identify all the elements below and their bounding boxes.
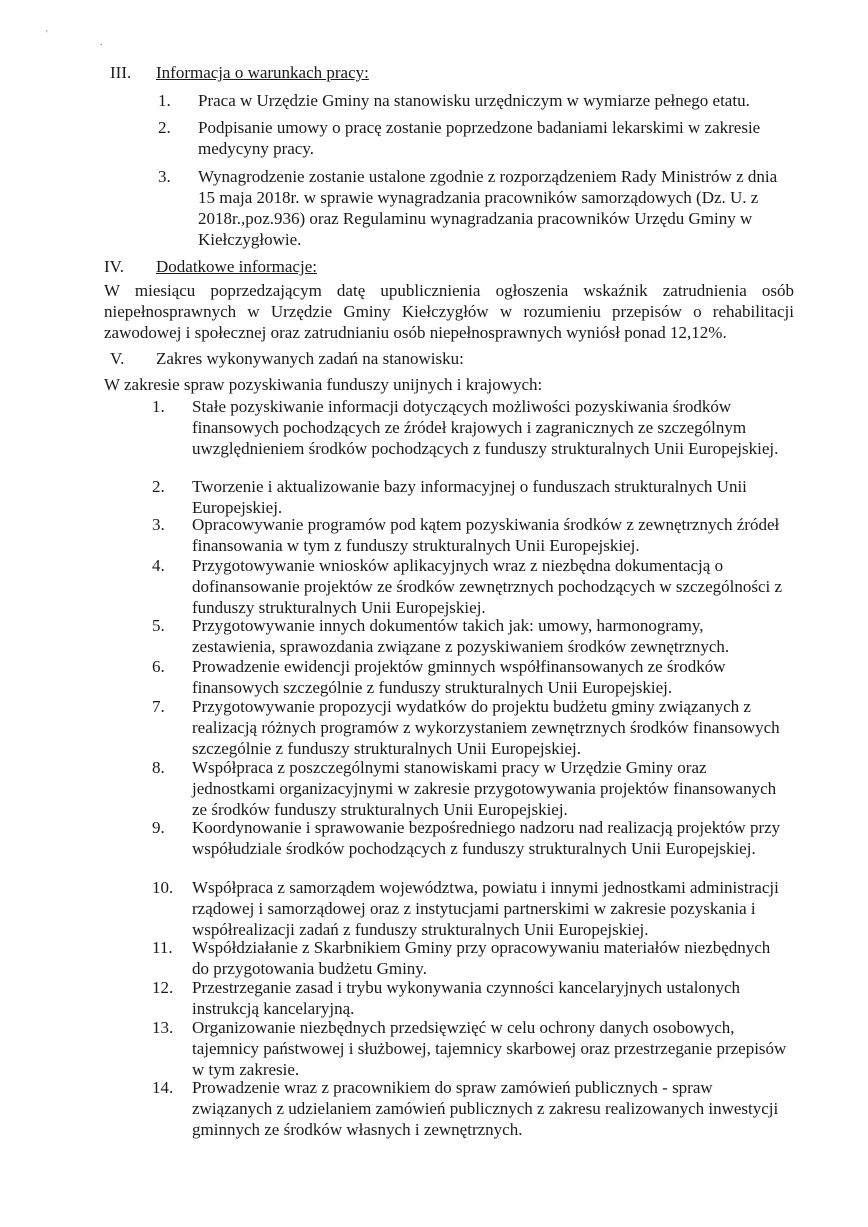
- item-number: 5.: [152, 616, 165, 635]
- item-number: 3.: [152, 515, 165, 534]
- item-number: 14.: [152, 1078, 174, 1097]
- item-number: 9.: [152, 818, 165, 837]
- item-number: 11.: [152, 938, 173, 957]
- section-number: IV.: [104, 257, 124, 276]
- section-number: V.: [110, 349, 125, 368]
- item-number: 8.: [152, 758, 165, 777]
- item-text: Współpraca z poszczególnymi stanowiskami pracy w Urzędzie Gminy oraz jednostkami organizacyjnymi w zakresie przygotowywania projektów finansowanych ze środków funduszy strukturalnych Unii Europejskiej.: [192, 758, 777, 819]
- item-text: Przygotowywanie wniosków aplikacyjnych wraz z niezbędna dokumentacją o dofinansowanie projektów ze środków zewnętrznych pochodzących w szczególności z funduszy strukturalnych Unii Europejskiej.: [192, 556, 783, 617]
- item-number: 10.: [152, 878, 174, 897]
- item-number: 7.: [152, 697, 165, 716]
- section-title: Informacja o warunkach pracy:: [156, 63, 369, 82]
- section-number: III.: [110, 63, 132, 82]
- item-number: 1.: [152, 397, 165, 416]
- item-number: 3.: [158, 167, 171, 186]
- item-number: 13.: [152, 1018, 174, 1037]
- item-number: 4.: [152, 556, 165, 575]
- item-text: Wynagrodzenie zostanie ustalone zgodnie z rozporządzeniem Rady Ministrów z dnia 15 maja 2018r. w sprawie wynagradzania pracowników samorządowych (Dz. U. z 2018r.,poz.936) oraz Regulaminu wynagradzania pracowników Urzędu Gminy w Kiełczygłowie.: [198, 167, 778, 249]
- item-text: Przestrzeganie zasad i trybu wykonywania czynności kancelaryjnych ustalonych instrukcją kancelaryjną.: [192, 978, 741, 1018]
- item-number: 1.: [158, 91, 171, 110]
- item-text: Współdziałanie z Skarbnikiem Gminy przy opracowywaniu materiałów niezbędnych do przygotowania budżetu Gminy.: [192, 938, 771, 978]
- section-5-intro: W zakresie spraw pozyskiwania funduszy unijnych i krajowych:: [104, 375, 543, 394]
- section-4-paragraph: W miesiącu poprzedzającym datę upublicznienia ogłoszenia wskaźnik zatrudnienia osób niepełnosprawnych w Urzędzie Gminy Kiełczygłów w rozumieniu przepisów o rehabilitacji zawodowej i społecznej oraz zatrudnianiu osób niepełnosprawnych wyniósł ponad 12,12%.: [104, 281, 794, 342]
- scan-mark: ': [46, 29, 48, 40]
- item-text: Koordynowanie i sprawowanie bezpośredniego nadzoru nad realizacją projektów przy współudziale środków pochodzących z funduszy strukturalnych Unii Europejskiej.: [192, 818, 781, 858]
- item-number: 6.: [152, 657, 165, 676]
- item-number: 2.: [152, 477, 165, 496]
- item-text: Tworzenie i aktualizowanie bazy informacyjnej o funduszach strukturalnych Unii Europejskiej.: [192, 477, 747, 517]
- item-number: 2.: [158, 118, 171, 137]
- item-text: Praca w Urzędzie Gminy na stanowisku urzędniczym w wymiarze pełnego etatu.: [198, 91, 750, 110]
- item-text: Przygotowywanie propozycji wydatków do projektu budżetu gminy związanych z realizacją różnych programów z wykorzystaniem zewnętrznych środków finansowych szczególnie z funduszy strukturalnych Unii Europejskiej.: [192, 697, 780, 758]
- section-title: Zakres wykonywanych zadań na stanowisku:: [156, 349, 464, 368]
- item-text: Prowadzenie wraz z pracownikiem do spraw zamówień publicznych - spraw związanych z udzielaniem zamówień publicznych z zakresu realizowanych inwestycji gminnych ze środków własnych i zewnętrznych.: [192, 1078, 779, 1139]
- item-text: Podpisanie umowy o pracę zostanie poprzedzone badaniami lekarskimi w zakresie medycyny pracy.: [198, 118, 761, 158]
- item-text: Współpraca z samorządem województwa, powiatu i innymi jednostkami administracji rządowej i samorządowej oraz z instytucjami partnerskimi w zakresie pozyskania i współrealizacji zadań z funduszy strukturalnych Unii Europejskiej.: [192, 878, 779, 939]
- item-text: Opracowywanie programów pod kątem pozyskiwania środków z zewnętrznych źródeł finansowania w tym z funduszy strukturalnych Unii Europejskiej.: [192, 515, 780, 555]
- item-text: Organizowanie niezbędnych przedsięwzięć w celu ochrony danych osobowych, tajemnicy państwowej i służbowej, tajemnicy skarbowej oraz przestrzeganie przepisów w tym zakresie.: [192, 1018, 787, 1079]
- item-number: 12.: [152, 978, 174, 997]
- item-text: Przygotowywanie innych dokumentów takich jak: umowy, harmonogramy, zestawienia, sprawozdania związane z pozyskiwaniem środków zewnętrznych.: [192, 616, 730, 656]
- scan-mark: .: [100, 37, 103, 48]
- section-title: Dodatkowe informacje:: [156, 257, 317, 276]
- item-text: Stałe pozyskiwanie informacji dotyczących możliwości pozyskiwania środków finansowych pochodzących ze źródeł krajowych i zagranicznych ze szczególnym uwzględnieniem środków pochodzących z funduszy strukturalnych Unii Europejskiej.: [192, 397, 779, 458]
- item-text: Prowadzenie ewidencji projektów gminnych współfinansowanych ze środków finansowych szczególnie z funduszy strukturalnych Unii Europejskiej.: [192, 657, 726, 697]
